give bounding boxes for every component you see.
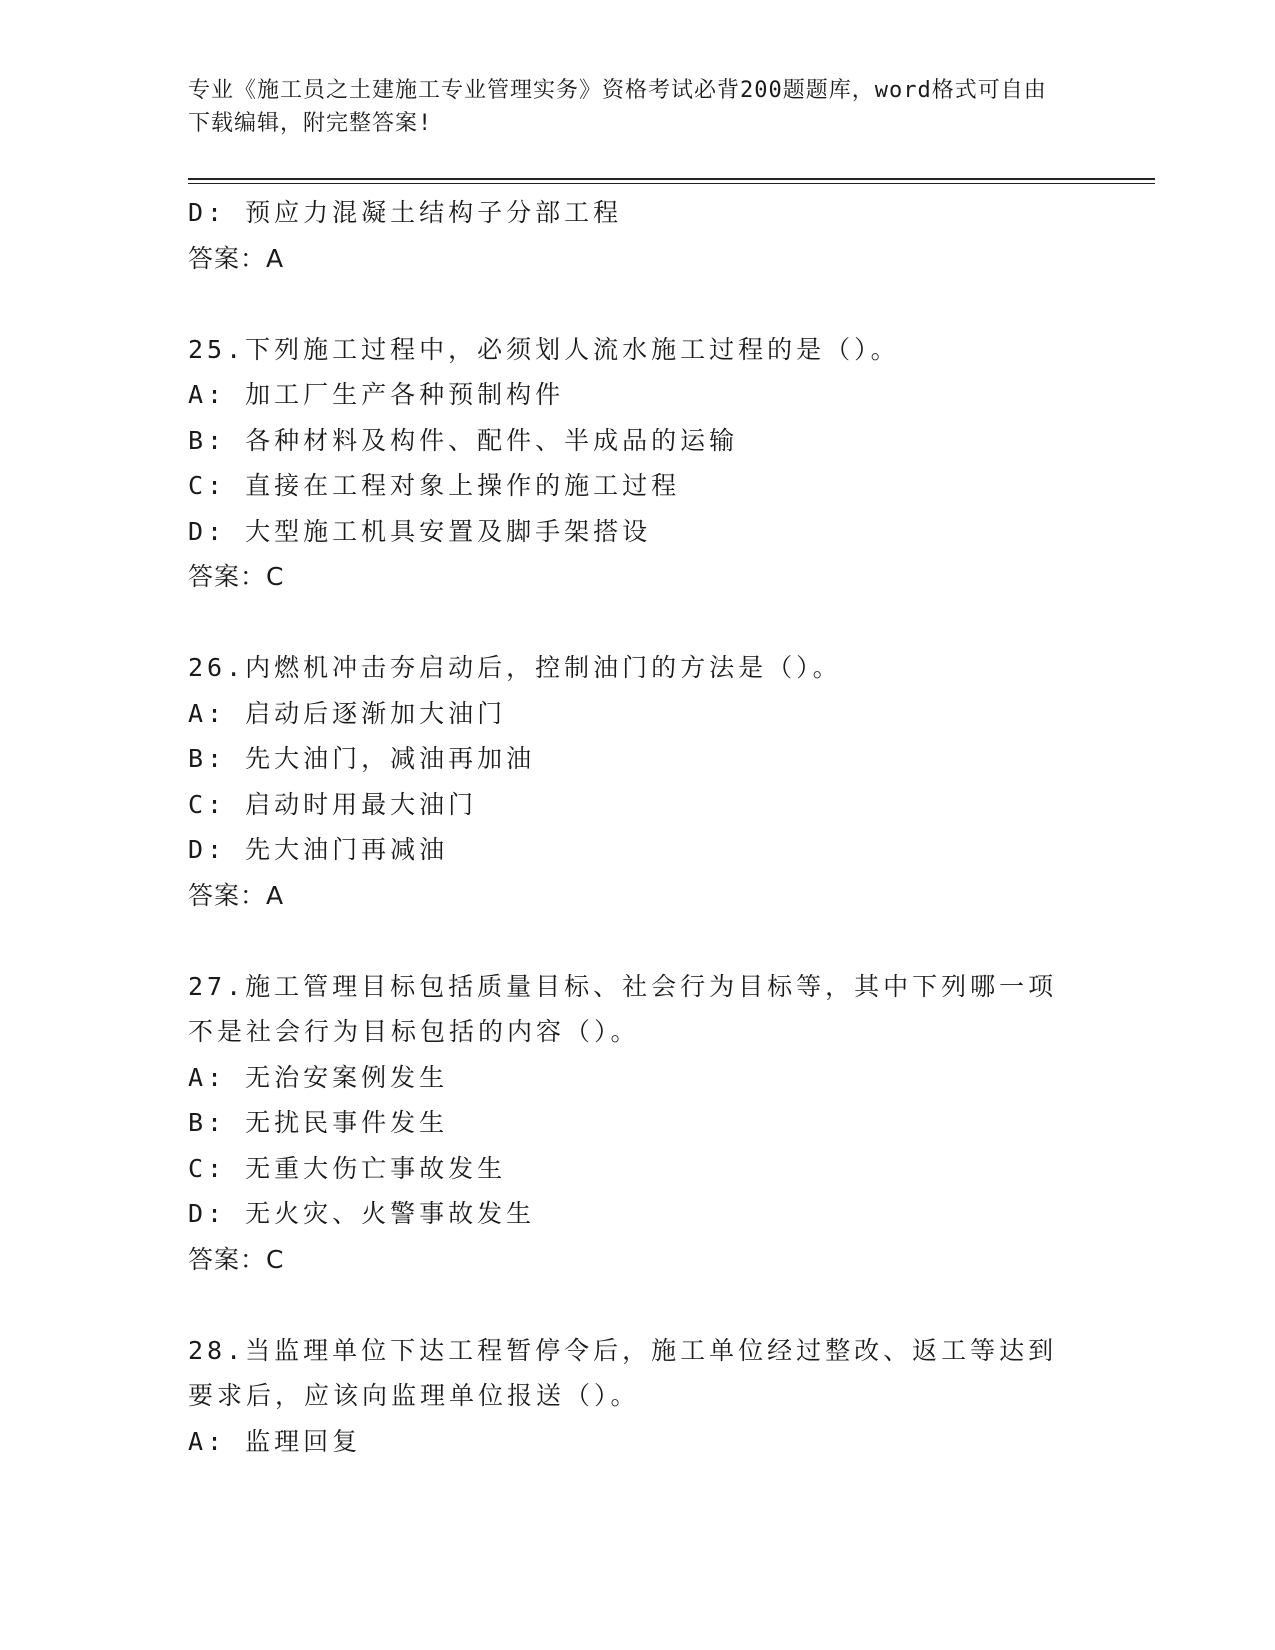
spacer [188,281,1088,327]
carryover-question [188,190,1088,281]
option-a: A: 加工厂生产各种预制构件 [188,380,565,409]
question-text: 26.内燃机冲击夯启动后，控制油门的方法是（）。 [188,653,842,682]
option-a: A: 启动后逐渐加大油门 [188,698,507,728]
header-divider-thin [188,183,1155,184]
spacer [188,918,1088,964]
option-d: D: 先大油门再减油 [188,835,449,864]
question-25 [188,327,1088,600]
header-divider-thick [188,178,1155,180]
question-28 [188,1328,1088,1465]
answer-line: 答案：A [188,880,285,910]
question-text: 25.下列施工过程中，必须划人流水施工过程的是（）。 [188,334,900,364]
answer-line: 答案：A [188,243,285,273]
option-b: B: 无扰民事件发生 [188,1108,449,1137]
option-d: D: 预应力混凝土结构子分部工程 [188,198,623,227]
option-d: D: 大型施工机具安置及脚手架搭设 [188,516,652,546]
question-list [188,190,1088,1464]
question-text: 27.施工管理目标包括质量目标、社会行为目标等，其中下列哪一项不是社会行为目标包括的内容（）。 [188,971,1058,1046]
option-b: B: 各种材料及构件、配件、半成品的运输 [188,425,739,455]
option-b: B: 先大油门，减油再加油 [188,744,536,773]
answer-line: 答案：C [188,562,285,591]
option-c: C: 启动时用最大油门 [188,789,478,819]
option-d: D: 无火灾、火警事故发生 [188,1199,536,1228]
option-a: A: 监理回复 [188,1426,362,1456]
option-a: A: 无治安案例发生 [188,1062,449,1092]
answer-line: 答案：C [188,1244,285,1274]
document-header [188,74,1068,140]
document-title: 专业《施工员之土建施工专业管理实务》资格考试必背200题题库，word格式可自由下载编辑，附完整答案! [188,78,1047,136]
option-c: C: 直接在工程对象上操作的施工过程 [188,471,681,500]
question-text: 28.当监理单位下达工程暂停令后，施工单位经过整改、返工等达到要求后，应该向监理单位报送（）。 [188,1335,1058,1410]
spacer [188,600,1088,646]
spacer [188,1282,1088,1328]
question-27 [188,964,1088,1283]
option-c: C: 无重大伤亡事故发生 [188,1153,507,1183]
question-26 [188,645,1088,918]
